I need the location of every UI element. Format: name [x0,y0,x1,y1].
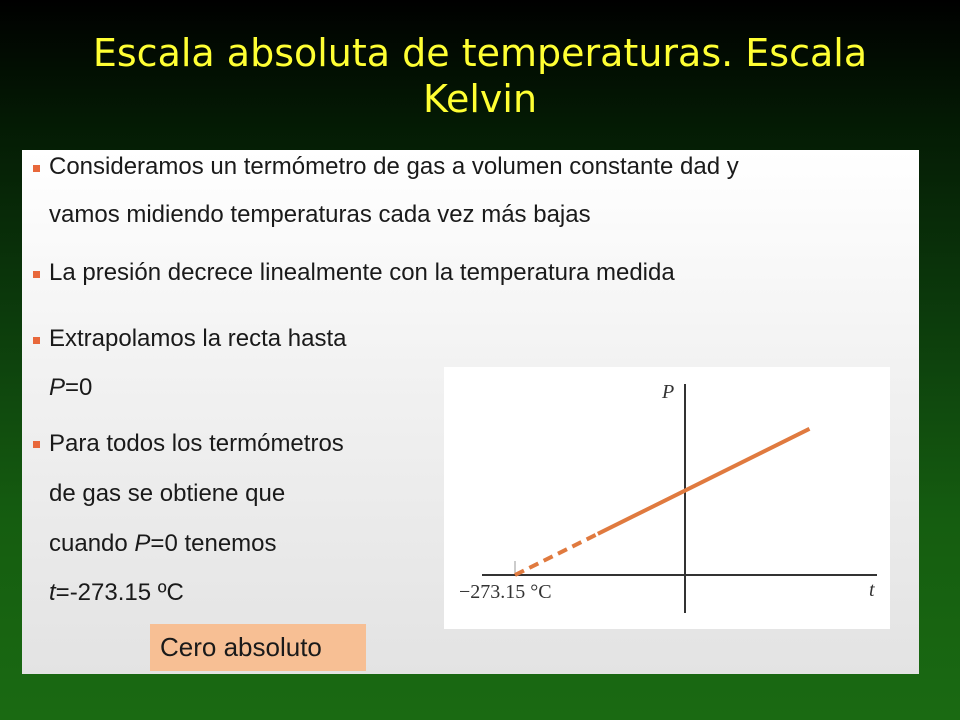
bullet-4-line-3 [49,530,277,558]
bullet-marker-2 [33,271,40,278]
pressure-variable: P [49,374,66,401]
bullet-4-line-4 [49,579,184,607]
slide-title-line2: Kelvin [422,77,538,121]
bullet-marker-3 [33,337,40,344]
slide-title [0,30,960,122]
pressure-variable-2: P [134,530,151,557]
bullet-2-line-1: La presión decrece linealmente con la temperatura medida [49,259,675,286]
bullet-1-line-1: Consideramos un termómetro de gas a volumen constante dad y [49,153,739,180]
bullet-marker-4 [33,441,40,448]
chart-svg [444,367,890,629]
content-panel [22,150,919,674]
equals-zero: =0 [65,374,93,401]
pressure-temperature-chart [444,367,890,629]
bullet-3-line-2 [49,374,92,402]
y-axis-label: P [662,381,675,403]
slide-title-line1: Escala absoluta de temperaturas. Escala [92,31,868,75]
bullet-4-line-2: de gas se obtiene que [49,480,286,507]
bullet-3-line-1: Extrapolamos la recta hasta [49,325,347,352]
cuando-text: cuando [49,530,135,557]
tenemos-text: =0 tenemos [150,530,277,557]
x-axis-label: t [869,579,875,601]
absolute-zero-value: =-273.15 ºC [55,579,184,606]
measured-solid-line [598,429,810,534]
bullet-marker-1 [33,165,40,172]
absolute-zero-highlight [150,624,366,671]
temperature-variable: t [49,579,56,606]
intercept-label: −273.15 °C [459,581,552,603]
extrapolated-dashed-line [515,534,598,575]
bullet-4-line-1: Para todos los termómetros [49,430,344,457]
bullet-1-line-2: vamos midiendo temperaturas cada vez más bajas [49,201,591,228]
highlight-text: Cero absoluto [160,632,322,662]
